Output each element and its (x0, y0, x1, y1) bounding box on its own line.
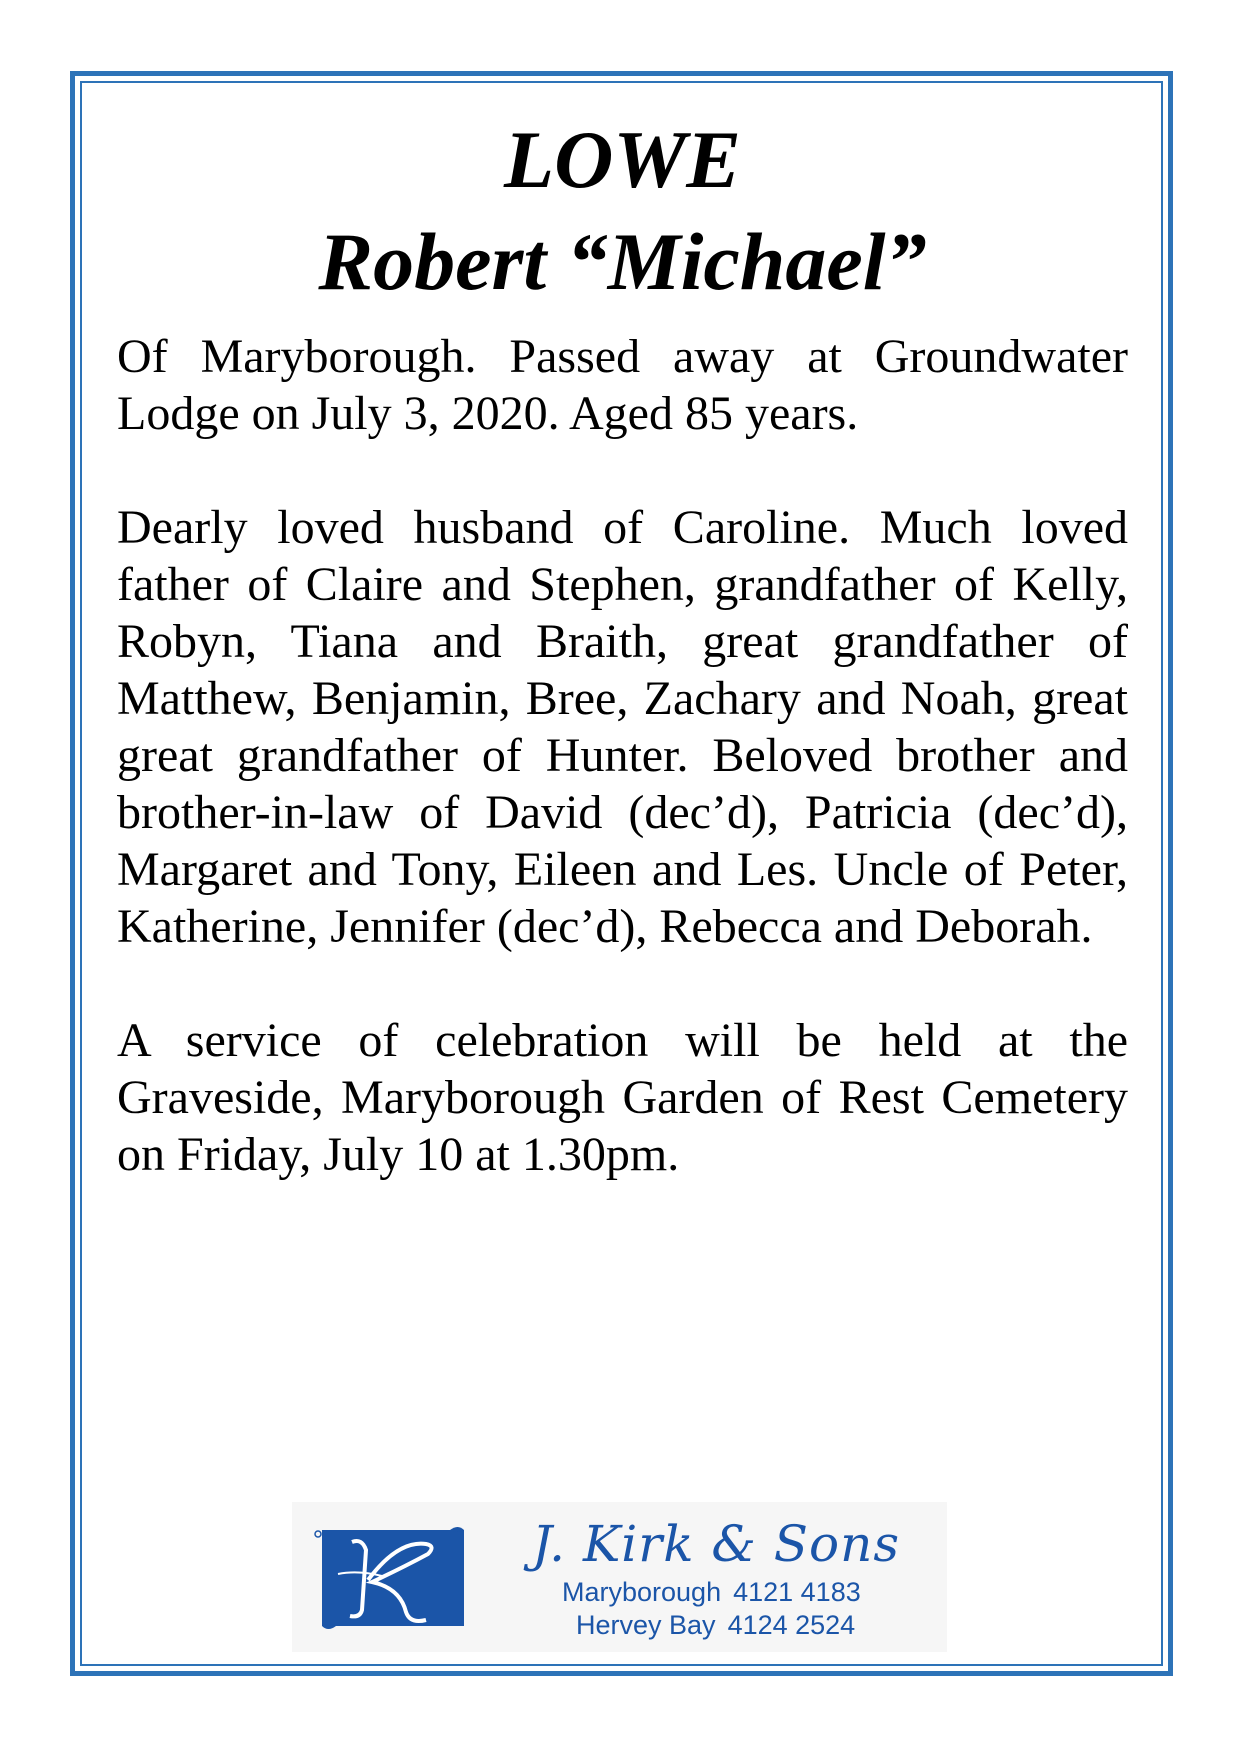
notice-paragraph-family: Dearly loved husband of Caroline. Much loved father of Claire and Stephen, grandfather of Kelly, Robyn, Tiana and Braith, great grandfather of Matthew, Benjamin, Bree, Zachary and Noah, great great grandfather of Hunter. Beloved brother and brother-in-law of David (dec’d), Patricia (dec’d), Margaret and Tony, Eileen and Les. Uncle of Peter, Katherine, Jennifer (dec’d), Rebecca and Deborah. (117, 501, 1128, 954)
branch-hervey-bay (576, 1609, 942, 1642)
funeral-director-name: J. Kirk & Sons (532, 1515, 901, 1573)
branch-town: Maryborough (562, 1577, 722, 1607)
funeral-director-details (532, 1514, 942, 1642)
deceased-given-names: Robert “Michael” (318, 216, 927, 308)
logo-letter: K (394, 1598, 406, 1614)
funeral-director-logo-icon (312, 1522, 472, 1634)
deceased-surname: LOWE (504, 114, 741, 205)
notice-paragraph-passing: Of Maryborough. Passed away at Groundwater Lodge on July 3, 2020. Aged 85 years. (117, 330, 1128, 441)
branch-maryborough (562, 1576, 942, 1609)
branch-phone: 4121 4183 (733, 1577, 861, 1607)
branch-town: Hervey Bay (576, 1610, 716, 1640)
death-notice (117, 110, 1128, 1183)
notice-paragraph-service: A service of celebration will be held at the Graveside, Maryborough Garden of Rest Cemetery on Friday, July 10 at 1.30pm. (117, 1014, 1128, 1182)
branch-phone: 4124 2524 (727, 1610, 856, 1640)
funeral-director-advert (292, 1502, 947, 1652)
